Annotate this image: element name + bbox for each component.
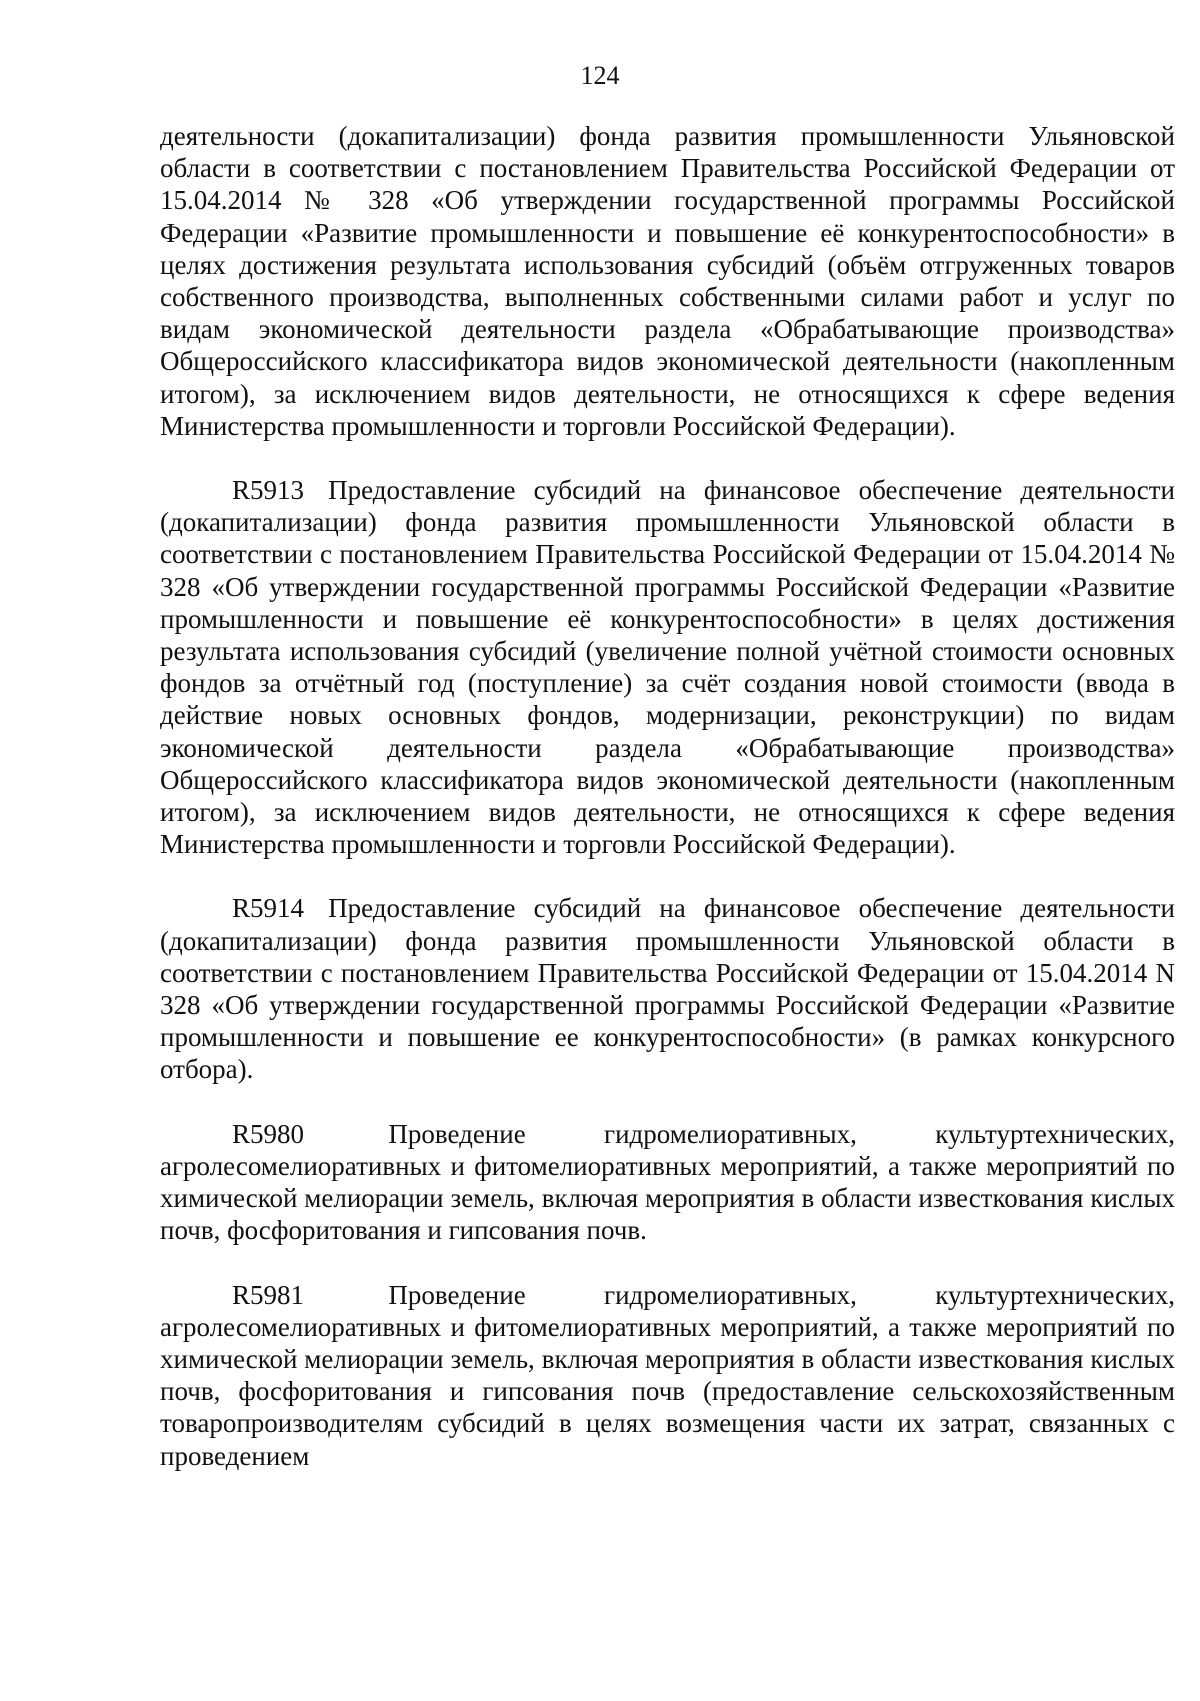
paragraph-text: Проведение гидромелиоративных, культуртехнических, агролесомелиоративных и фитомелиоративных мероприятий, а также мероприятий по химической мелиорации земель, включая мероприятия в области известкования кислых почв, фосфоритования и гипсования почв (предоставление сельскохозяйственным товаропроизводителям субсидий в целях возмещения части их затрат, связанных с проведением	[160, 1279, 1175, 1471]
paragraph-text: Предоставление субсидий на финансовое обеспечение деятельности (докапитализации) фонда развития промышленности Ульяновской области в соответствии с постановлением Правительства Российской Федерации от 15.04.2014 № 328 «Об утверждении государственной программы Российской Федерации «Развитие промышленности и повышение её конкурентоспособности» в целях достижения результата использования субсидий (увеличение полной учётной стоимости основных фондов за отчётный год (поступление) за счёт создания новой стоимости (ввода в действие новых основных фондов, модернизации, реконструкции) по видам экономической деятельности раздела «Обрабатывающие производства» Общероссийского классификатора видов экономической деятельности (накопленным итогом), за исключением видов деятельности, не относящихся к сфере ведения Министерства промышленности и торговли Российской Федерации).	[160, 475, 1176, 860]
paragraph-r5981	[160, 1279, 1175, 1472]
paragraph-continued	[160, 120, 1175, 442]
page-number: 124	[580, 61, 620, 90]
paragraph-text: Предоставление субсидий на финансовое обеспечение деятельности (докапитализации) фонда развития промышленности Ульяновской области в соответствии с постановлением Правительства Российской Федерации от 15.04.2014 N 328 «Об утверждении государственной программы Российской Федерации «Развитие промышленности и повышение ее конкурентоспособности» (в рамках конкурсного отбора).	[160, 893, 1176, 1085]
document-body	[160, 120, 1175, 1472]
paragraph-text: деятельности (докапитализации) фонда развития промышленности Ульяновской области в соответствии с постановлением Правительства Российской Федерации от 15.04.2014 № 328 «Об утверждении государственной программы Российской Федерации «Развитие промышленности и повышение её конкурентоспособности» в целях достижения результата использования субсидий (объём отгруженных товаров собственного производства, выполненных собственными силами работ и услуг по видам экономической деятельности раздела «Обрабатывающие производства» Общероссийского классификатора видов экономической деятельности (накопленным итогом), за исключением видов деятельности, не относящихся к сфере ведения Министерства промышленности и торговли Российской Федерации).	[160, 121, 1175, 441]
paragraph-r5914	[160, 892, 1175, 1085]
paragraph-r5980	[160, 1118, 1175, 1247]
budget-code: R5980	[232, 1118, 305, 1149]
paragraph-text: Проведение гидромелиоративных, культуртехнических, агролесомелиоративных и фитомелиоративных мероприятий, а также мероприятий по химической мелиорации земель, включая мероприятия в области известкования кислых почв, фосфоритования и гипсования почв.	[160, 1118, 1175, 1246]
budget-code: R5913	[232, 475, 305, 506]
budget-code: R5914	[232, 893, 305, 924]
budget-code: R5981	[232, 1279, 305, 1310]
paragraph-r5913	[160, 474, 1175, 860]
